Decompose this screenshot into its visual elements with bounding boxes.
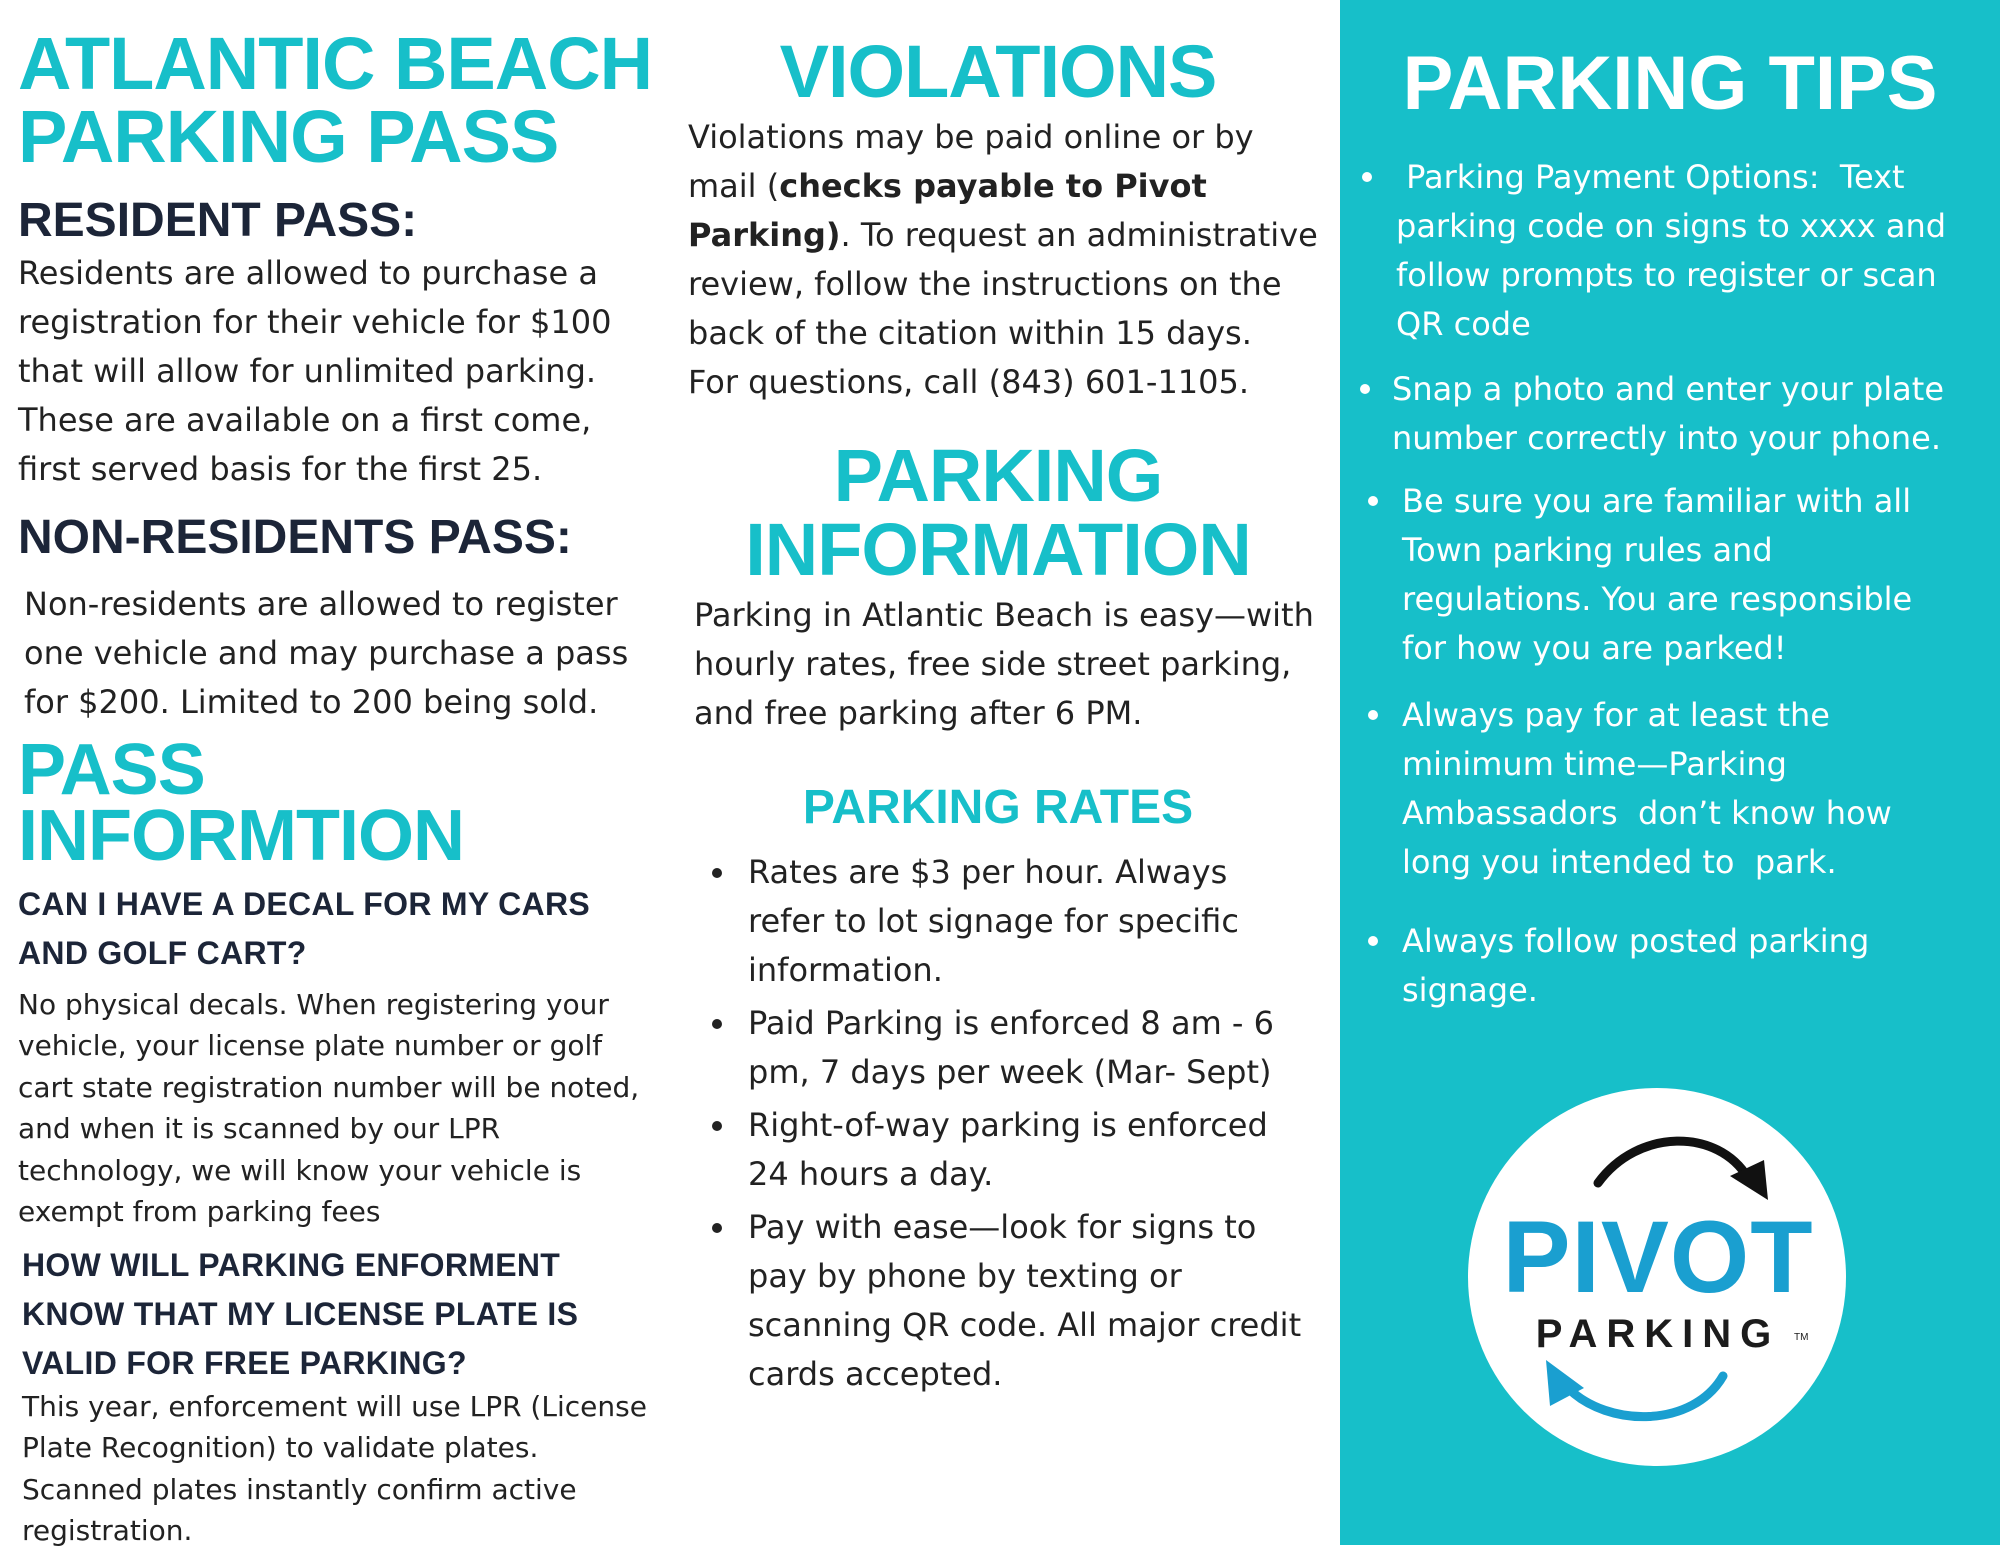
answer-line: registration.	[22, 1514, 193, 1547]
non-resident-line: Non-residents are allowed to register	[24, 585, 618, 624]
answer-line: No physical decals. When registering your	[18, 987, 609, 1021]
answer-line: technology, we will know your vehicle is	[18, 1153, 582, 1187]
non-resident-pass-text	[18, 580, 680, 727]
tip-item	[1340, 917, 1992, 1015]
non-resident-pass-heading: NON-RESIDENTS PASS:	[18, 511, 572, 565]
non-resident-line: one vehicle and may purchase a pass	[24, 634, 629, 673]
parking-tips-list	[1340, 153, 2000, 1015]
bullet-icon	[1368, 496, 1378, 506]
rate-item	[688, 1101, 1338, 1199]
bullet-icon	[1368, 710, 1378, 720]
question-line: VALID FOR FREE PARKING?	[22, 1344, 467, 1381]
main-title	[18, 22, 680, 178]
tip-line: signage.	[1402, 971, 1538, 1009]
left-column	[0, 0, 680, 1552]
logo-subtitle: PARKING	[1535, 1312, 1781, 1356]
faq-answer-decal	[18, 984, 680, 1233]
tip-line: Parking Payment Options: Text	[1396, 158, 1905, 196]
parking-info-line: Parking in Atlantic Beach is easy—with	[694, 595, 1314, 634]
parking-info-title-line-1: PARKING	[833, 433, 1163, 517]
violations-title: VIOLATIONS	[779, 30, 1217, 113]
faq-question-enforcement	[18, 1241, 680, 1388]
tip-line: parking code on signs to xxxx and	[1396, 207, 1947, 245]
violations-bold: checks payable to Pivot	[779, 166, 1207, 205]
tip-line: for how you are parked!	[1402, 629, 1787, 667]
violations-phone-line: For questions, call (843) 601-1105.	[688, 362, 1250, 401]
answer-line: This year, enforcement will use LPR (License	[22, 1389, 647, 1423]
resident-line: that will allow for unlimited parking.	[18, 352, 597, 391]
rate-line: information.	[748, 951, 943, 990]
bullet-icon	[1368, 936, 1378, 946]
parking-information-text	[688, 591, 1354, 738]
tip-line: Ambassadors don’t know how	[1402, 794, 1892, 832]
tip-line: Snap a photo and enter your plate	[1392, 370, 1945, 408]
rate-line: pay by phone by texting or	[748, 1257, 1182, 1296]
parking-info-title-line-2: INFORMATION	[745, 507, 1251, 591]
parking-rates-title: PARKING RATES	[802, 780, 1194, 834]
tip-line: number correctly into your phone.	[1392, 419, 1942, 457]
answer-line: Plate Recognition) to validate plates.	[22, 1431, 539, 1464]
rate-line: scanning QR code. All major credit	[748, 1306, 1302, 1345]
answer-line: exempt from parking fees	[18, 1195, 381, 1228]
bullet-icon	[1362, 172, 1372, 182]
violations-line: . To request an administrative	[840, 215, 1318, 254]
tip-line: QR code	[1396, 305, 1531, 343]
non-resident-line: for $200. Limited to 200 being sold.	[24, 683, 599, 722]
violations-line: Violations may be paid online or by	[688, 117, 1254, 156]
parking-info-line: and free parking after 6 PM.	[694, 693, 1143, 732]
tip-item	[1340, 477, 1992, 673]
tip-line: long you intended to park.	[1402, 843, 1837, 881]
rate-line: refer to lot signage for specific	[748, 902, 1239, 941]
violations-line: mail (	[688, 166, 780, 205]
pass-info-title-line-1: PASS	[18, 730, 205, 811]
violations-bold: Parking)	[688, 215, 841, 254]
pivot-parking-logo	[1468, 1088, 1846, 1466]
tip-item	[1340, 153, 1986, 349]
rate-line: Right-of-way parking is enforced	[748, 1106, 1268, 1145]
resident-pass-text	[18, 249, 680, 494]
rate-item	[688, 1203, 1338, 1399]
parking-info-line: hourly rates, free side street parking,	[694, 644, 1292, 683]
pass-info-title-line-2: INFORMTION	[18, 796, 464, 877]
middle-column	[680, 0, 1340, 1403]
tip-line: regulations. You are responsible	[1402, 580, 1913, 618]
tip-line: Always follow posted parking	[1402, 922, 1870, 960]
resident-pass-heading: RESIDENT PASS:	[18, 194, 418, 248]
answer-line: cart state registration number will be noted,	[18, 1070, 640, 1104]
rate-line: Pay with ease—look for signs to	[748, 1208, 1257, 1247]
question-line: AND GOLF CART?	[18, 934, 307, 971]
question-line: KNOW THAT MY LICENSE PLATE IS	[22, 1295, 579, 1332]
parking-tips-title: PARKING TIPS	[1402, 41, 1938, 126]
rate-line: cards accepted.	[748, 1355, 1003, 1394]
rate-item	[688, 848, 1338, 995]
resident-line: These are available on a first come,	[18, 401, 592, 440]
question-line: HOW WILL PARKING ENFORMENT	[22, 1246, 561, 1283]
bullet-icon	[712, 1121, 722, 1131]
answer-line: Scanned plates instantly confirm active	[22, 1472, 577, 1506]
violations-line: review, follow the instructions on the	[688, 264, 1282, 303]
tip-line: follow prompts to register or scan	[1396, 256, 1937, 294]
question-line: CAN I HAVE A DECAL FOR MY CARS	[18, 885, 590, 922]
tip-line: Town parking rules and	[1402, 531, 1773, 569]
resident-line: Residents are allowed to purchase a	[18, 254, 598, 293]
faq-answer-enforcement	[18, 1386, 680, 1552]
rate-line: 24 hours a day.	[748, 1155, 994, 1194]
tip-line: Always pay for at least the	[1402, 696, 1830, 734]
main-title-line-2: PARKING PASS	[18, 94, 559, 178]
resident-line: first served basis for the first 25.	[18, 450, 543, 489]
answer-line: vehicle, your license plate number or golf	[18, 1029, 603, 1062]
faq-question-decal	[18, 880, 680, 978]
logo-wordmark: PIVOT	[1502, 1200, 1814, 1314]
tip-line: minimum time—Parking	[1402, 745, 1787, 783]
main-title-line-1: ATLANTIC BEACH	[18, 22, 653, 105]
parking-information-title	[688, 433, 1308, 591]
logo-trademark: TM	[1794, 1332, 1809, 1343]
bullet-icon	[712, 1019, 722, 1029]
rate-line: Paid Parking is enforced 8 am - 6	[748, 1004, 1274, 1043]
resident-line: registration for their vehicle for $100	[18, 303, 612, 342]
tip-line: Be sure you are familiar with all	[1402, 482, 1912, 520]
answer-line: and when it is scanned by our LPR	[18, 1112, 501, 1145]
parking-rates-list	[688, 848, 1338, 1399]
rate-item	[688, 999, 1338, 1097]
pass-information-title	[18, 730, 680, 877]
rate-line: Rates are $3 per hour. Always	[748, 853, 1228, 892]
bullet-icon	[712, 868, 722, 878]
tip-item	[1340, 691, 1992, 887]
violations-text	[688, 113, 1338, 407]
bullet-icon	[712, 1223, 722, 1233]
rate-line: pm, 7 days per week (Mar- Sept)	[748, 1053, 1272, 1092]
tip-item	[1340, 365, 1982, 463]
bullet-icon	[1360, 384, 1370, 394]
violations-line: back of the citation within 15 days.	[688, 313, 1252, 352]
